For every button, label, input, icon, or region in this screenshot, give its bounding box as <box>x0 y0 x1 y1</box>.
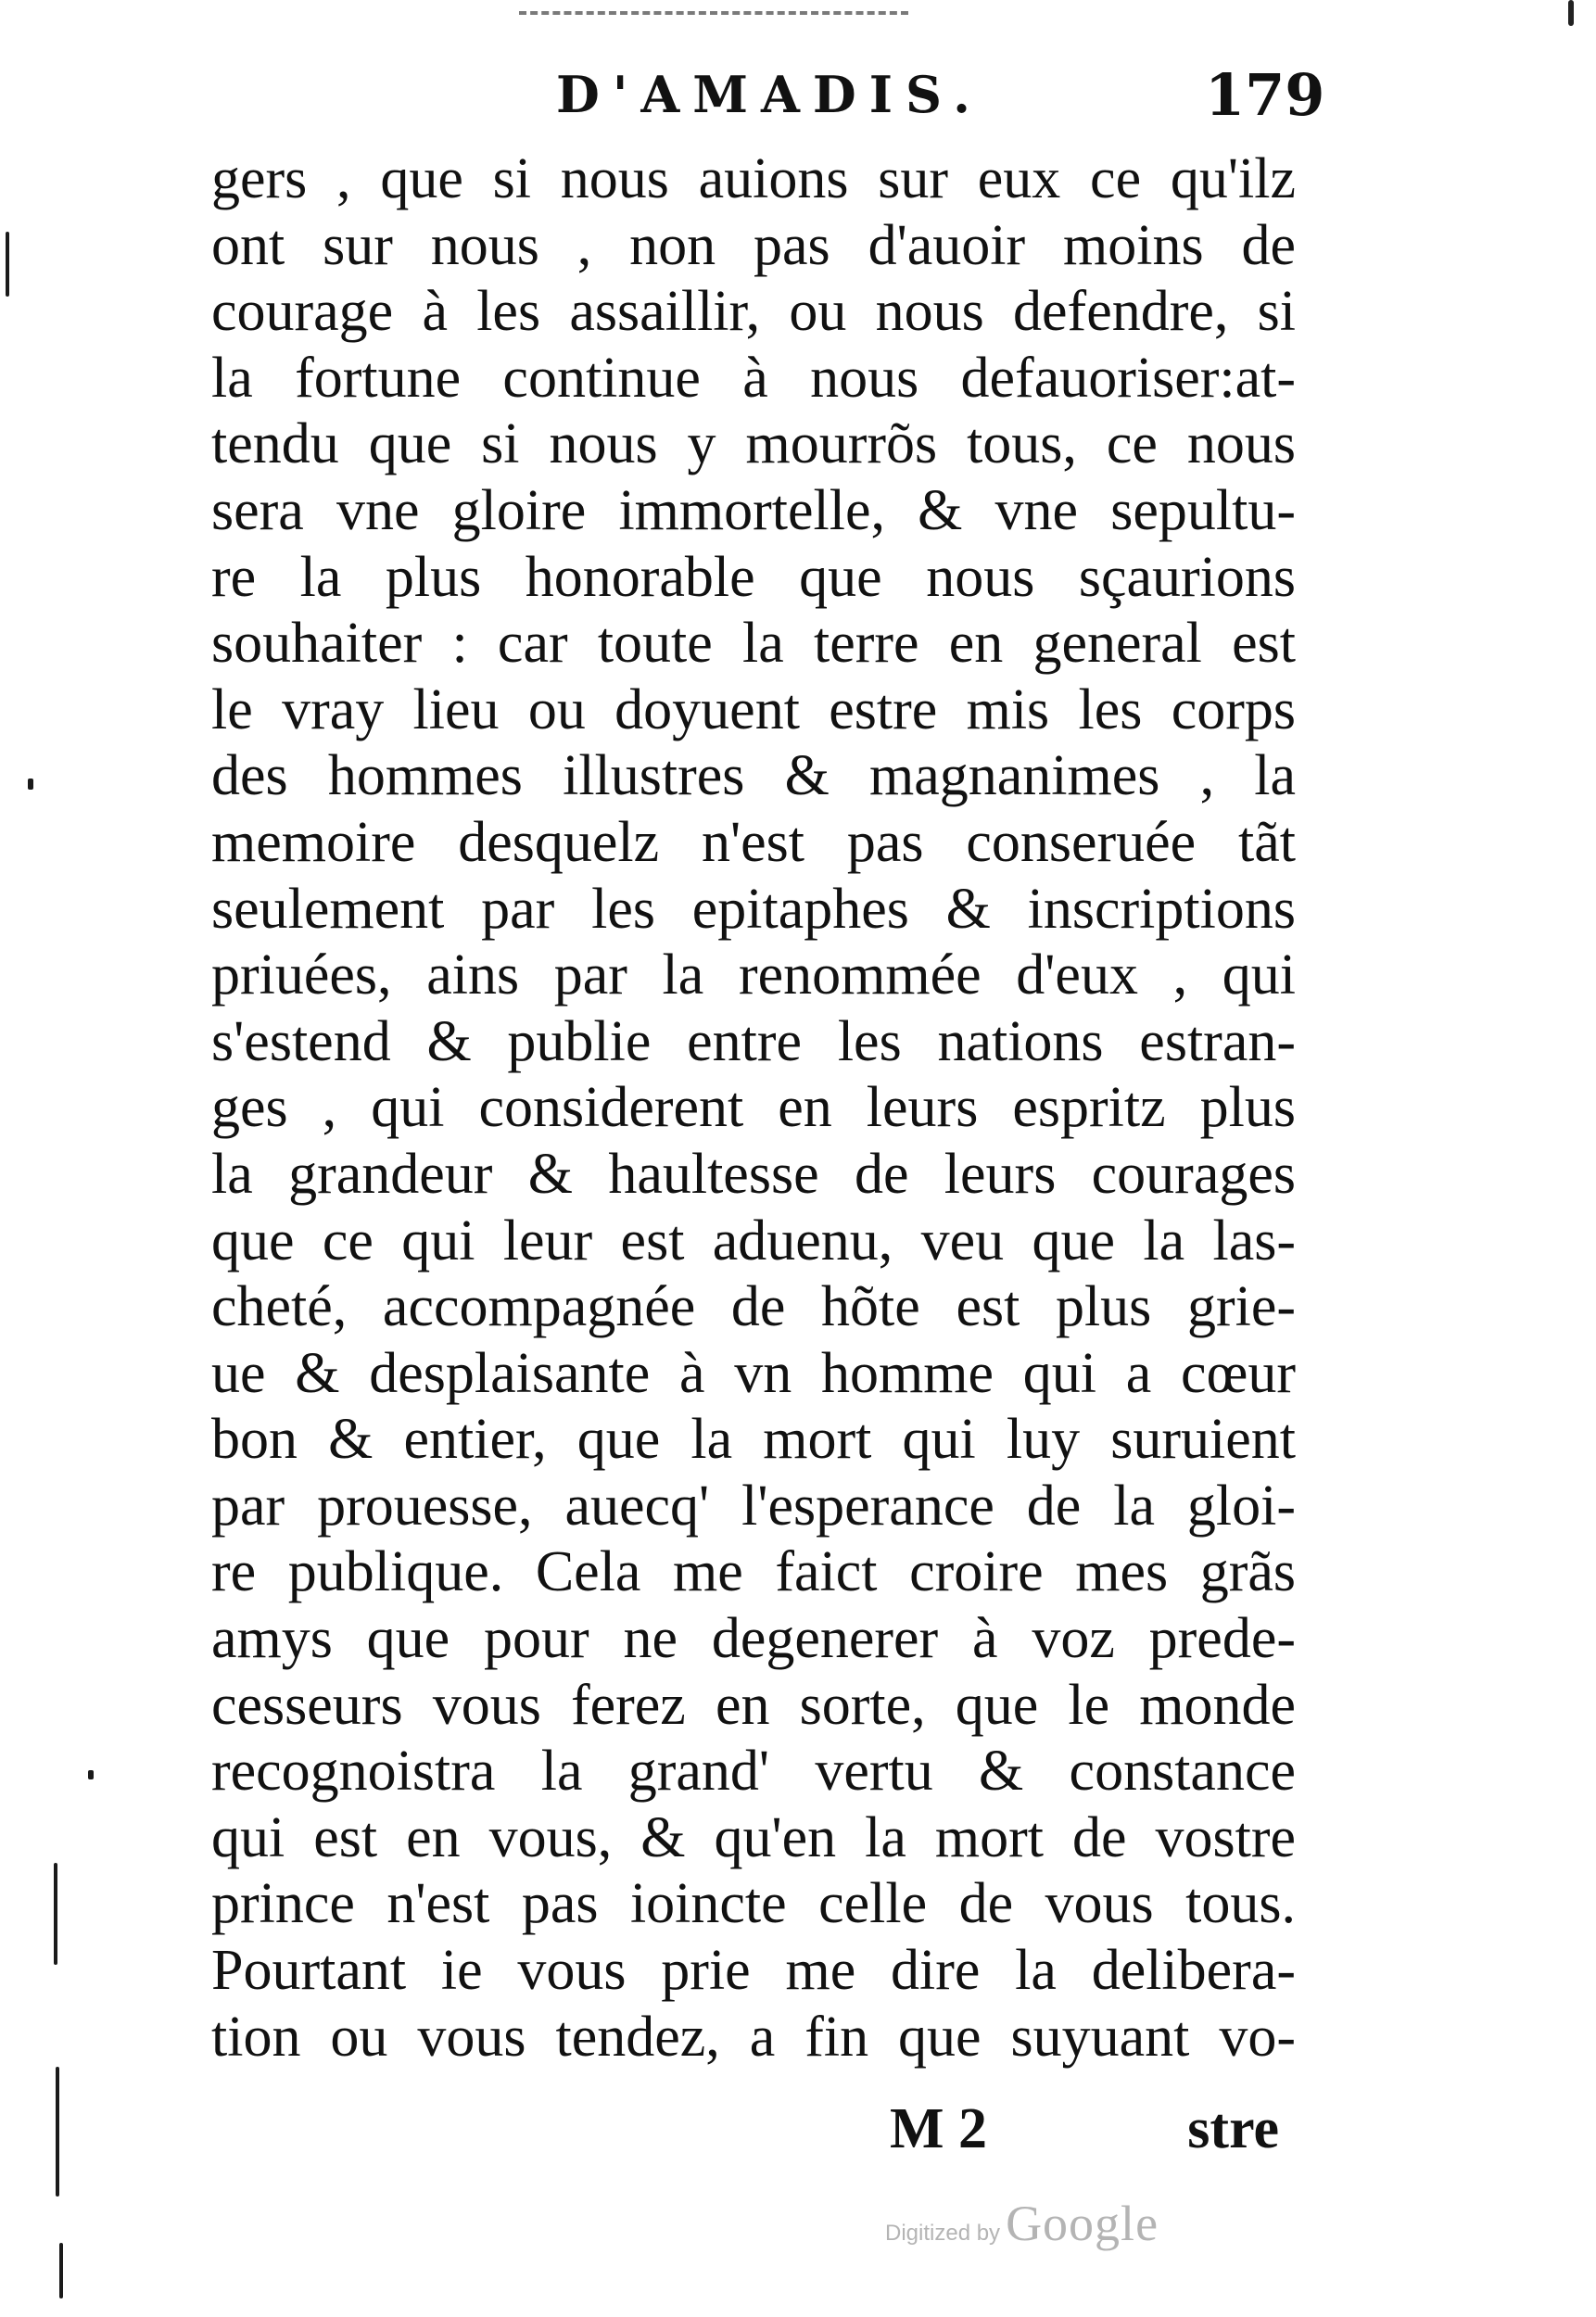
binding-mark <box>54 1863 57 1965</box>
text-line: tendu que si nous y mourrõs tous, ce nous <box>211 412 1296 476</box>
binding-mark <box>6 232 9 297</box>
text-line: re publique. Cela me faict croire mes grãs <box>211 1540 1296 1604</box>
text-line: memoire desquelz n'est pas conseruée tãt <box>211 810 1296 874</box>
text-line: priuées, ains par la renommée d'eux , qui <box>211 943 1296 1007</box>
text-line: s'estend & publie entre les nations estran- <box>211 1009 1296 1073</box>
text-line: cheté, accompagnée de hõte est plus grie- <box>211 1275 1296 1339</box>
text-line: par prouesse, auecq' l'esperance de la gloi- <box>211 1474 1296 1538</box>
binding-mark <box>56 2067 59 2197</box>
text-line: des hommes illustres & magnanimes , la <box>211 744 1296 808</box>
text-line: qui est en vous, & qu'en la mort de vostre <box>211 1805 1296 1869</box>
digitization-watermark <box>885 2195 1159 2250</box>
watermark-prefix: Digitized by <box>885 2221 1001 2246</box>
text-line: prince n'est pas ioincte celle de vous tous. <box>211 1872 1296 1936</box>
google-logo: Google <box>1006 2196 1159 2251</box>
text-line: que ce qui leur est aduenu, veu que la las- <box>211 1209 1296 1272</box>
catchword: stre <box>1187 2097 1279 2160</box>
page-footer <box>890 2096 1279 2171</box>
text-line: sera vne gloire immortelle, & vne sepultu- <box>211 478 1296 542</box>
binding-mark <box>28 779 33 790</box>
signature-mark: M 2 <box>890 2097 988 2160</box>
running-head: D'AMADIS. <box>556 65 983 124</box>
text-line: souhaiter : car toute la terre en general est <box>211 612 1296 676</box>
text-line: le vray lieu ou doyuent estre mis les corps <box>211 677 1296 741</box>
text-line: la fortune continue à nous defauoriser:at- <box>211 346 1296 410</box>
binding-mark <box>88 1770 94 1779</box>
text-line: recognoistra la grand' vertu & constance <box>211 1740 1296 1804</box>
text-line: ont sur nous , non pas d'auoir moins de <box>211 213 1296 277</box>
page-number: 179 <box>1205 61 1325 129</box>
scan-edge-marks <box>519 0 908 15</box>
scan-corner-mark <box>1568 0 1574 26</box>
text-line: gers , que si nous auions sur eux ce qu'ilz <box>211 147 1296 210</box>
text-line: cesseurs vous ferez en sorte, que le monde <box>211 1673 1296 1737</box>
text-line: bon & entier, que la mort qui luy suruient <box>211 1408 1296 1472</box>
text-line: la grandeur & haultesse de leurs courages <box>211 1142 1296 1206</box>
text-line: re la plus honorable que nous sçaurions <box>211 545 1296 609</box>
text-line: seulement par les epitaphes & inscriptions <box>211 877 1296 941</box>
binding-mark <box>59 2243 63 2298</box>
text-line: ue & desplaisante à vn homme qui a cœur <box>211 1341 1296 1405</box>
text-line: Pourtant ie vous prie me dire la delibera- <box>211 1939 1296 2003</box>
text-line: amys que pour ne degenerer à voz prede- <box>211 1607 1296 1671</box>
body-text <box>211 146 1296 2070</box>
text-line: ges , qui considerent en leurs espritz plus <box>211 1076 1296 1140</box>
text-line: courage à les assaillir, ou nous defendre, si <box>211 280 1296 344</box>
text-line: tion ou vous tendez, a fin que suyuant vo- <box>211 2005 1296 2069</box>
